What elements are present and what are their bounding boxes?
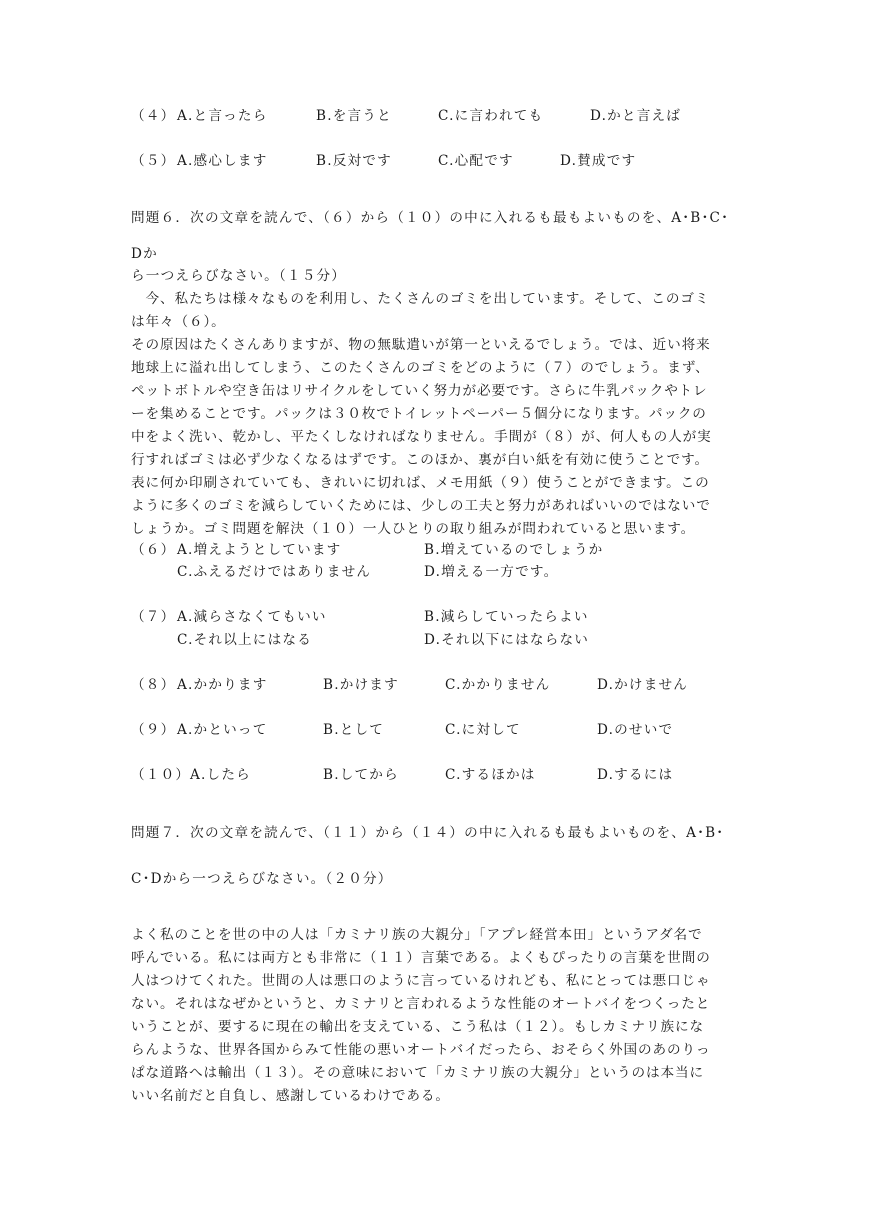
passage-line: は年々（６）。 <box>131 314 226 330</box>
question-9-option-b: B.として <box>323 722 385 738</box>
question-8-option-b: B.かけます <box>323 677 399 693</box>
question-8-option-a: A.かかります <box>177 677 268 693</box>
question-6-option-a: A.増えようとしています <box>177 542 342 558</box>
question-4-option-c: C.に言われても <box>438 108 544 124</box>
question-10-number: （１０） <box>131 767 191 783</box>
question-7-number: （７） <box>131 609 176 625</box>
question-10-option-b: B.してから <box>323 767 399 783</box>
question-5-number: （５） <box>131 153 176 169</box>
question-10-option-d: D.するには <box>597 767 674 783</box>
passage-line: よく私のことを世の中の人は「カミナリ族の大親分」「アプレ経営本田」というアダ名で <box>131 927 703 943</box>
question-9-option-d: D.のせいで <box>597 722 674 738</box>
passage-line: らんような、世界各国からみて性能の悪いオートバイだったら、おそらく外国のあのりっ <box>131 1042 711 1058</box>
question-7-option-b: B.減らしていったらよい <box>424 609 589 625</box>
passage-line: ーを集めることです。パックは３０枚でトイレットペーパー５個分になります。パックの <box>131 406 707 422</box>
passage-line: いい名前だと自負し、感謝しているわけである。 <box>131 1088 450 1104</box>
question-6-option-c: C.ふえるだけではありません <box>177 564 372 580</box>
question-5-option-b: B.反対です <box>316 153 392 169</box>
passage-line: しょうか。ゴミ問題を解決（１０）一人ひとりの取り組みが問われていると思います。 <box>131 521 696 537</box>
question-10-option-a: A.したら <box>190 767 251 783</box>
passage-line: 中をよく洗い、乾かし、平たくしなければなりません。手間が（８）が、何人もの人が実 <box>131 429 712 445</box>
question-4-option-d: D.かと言えば <box>590 108 682 124</box>
passage-line: 表に何か印刷されていても、きれいに切れば、メモ用紙（９）使うことができます。この <box>131 475 710 491</box>
passage-line: ない。それはなぜかというと、カミナリと言われるような性能のオートバイをつくったと <box>131 996 711 1012</box>
section-7-instruction-line-1: 問題７．次の文章を読んで、（１１）から（１４）の中に入れるも最もよいものを、A･B･ <box>131 825 725 841</box>
question-4-number: （４） <box>131 108 176 124</box>
question-8-option-c: C.かかりません <box>445 677 551 693</box>
question-9-number: （９） <box>131 722 176 738</box>
section-6-instruction-line-1: 問題６．次の文章を読んで、（６）から（１０）の中に入れるも最もよいものを、A･B･C･ <box>131 210 730 226</box>
question-4-option-b: B.を言うと <box>316 108 392 124</box>
section-7-instruction-line-2: C･Dから一つえらびなさい。（２０分） <box>131 871 393 887</box>
question-9-option-a: A.かといって <box>177 722 268 738</box>
passage-line: 今、私たちは様々なものを利用し、たくさんのゴミを出しています。そして、このゴミ <box>131 291 710 307</box>
question-7-option-a: A.減らさなくてもいい <box>177 609 327 625</box>
section-6-instruction-line-2: Dか <box>131 246 158 262</box>
passage-line: 呼んでいる。私には両方とも非常に（１１）言葉である。よくもぴったりの言葉を世間の <box>131 950 711 966</box>
question-5-option-c: C.心配です <box>438 153 514 169</box>
passage-line: ペットボトルや空き缶はリサイクルをしていく努力が必要です。さらに牛乳パックやトレ <box>131 383 708 399</box>
question-8-option-d: D.かけません <box>597 677 689 693</box>
question-8-number: （８） <box>131 677 176 693</box>
passage-line: 人はつけてくれた。世間の人は悪口のように言っているけれども、私にとっては悪口じゃ <box>131 973 711 989</box>
question-7-option-c: C.それ以上にはなる <box>177 632 312 648</box>
question-6-option-b: B.増えているのでしょうか <box>424 542 604 558</box>
question-5-option-a: A.感心します <box>177 153 268 169</box>
question-6-option-d: D.増える一方です。 <box>424 564 559 580</box>
question-7-option-d: D.それ以下にはならない <box>424 632 590 648</box>
passage-line: 地球上に溢れ出してしまう、このたくさんのゴミをどのように（７）のでしょう。まず、 <box>131 360 710 376</box>
question-9-option-c: C.に対して <box>445 722 521 738</box>
passage-line: ように多くのゴミを減らしていくためには、少しの工夫と努力があればいいのではないで <box>131 498 711 514</box>
question-10-option-c: C.するほかは <box>445 767 536 783</box>
passage-line: 行すればゴミは必ず少なくなるはずです。このほか、裏が白い紙を有効に使うことです。 <box>131 452 709 468</box>
passage-line: その原因はたくさんありますが、物の無駄遣いが第一といえるでしょう。では、近い将来 <box>131 337 711 353</box>
question-5-option-d: D.賛成です <box>560 153 637 169</box>
passage-line: ぱな道路へは輸出（１３）。その意味において「カミナリ族の大親分」というのは本当に <box>131 1065 704 1081</box>
section-6-instruction-line-3: ら一つえらびなさい。（１５分） <box>131 268 347 284</box>
passage-line: いうことが、要するに現在の輸出を支えている、こう私は（１２）。もしカミナリ族にな <box>131 1019 704 1035</box>
question-6-number: （６） <box>131 542 176 558</box>
question-4-option-a: A.と言ったら <box>177 108 268 124</box>
